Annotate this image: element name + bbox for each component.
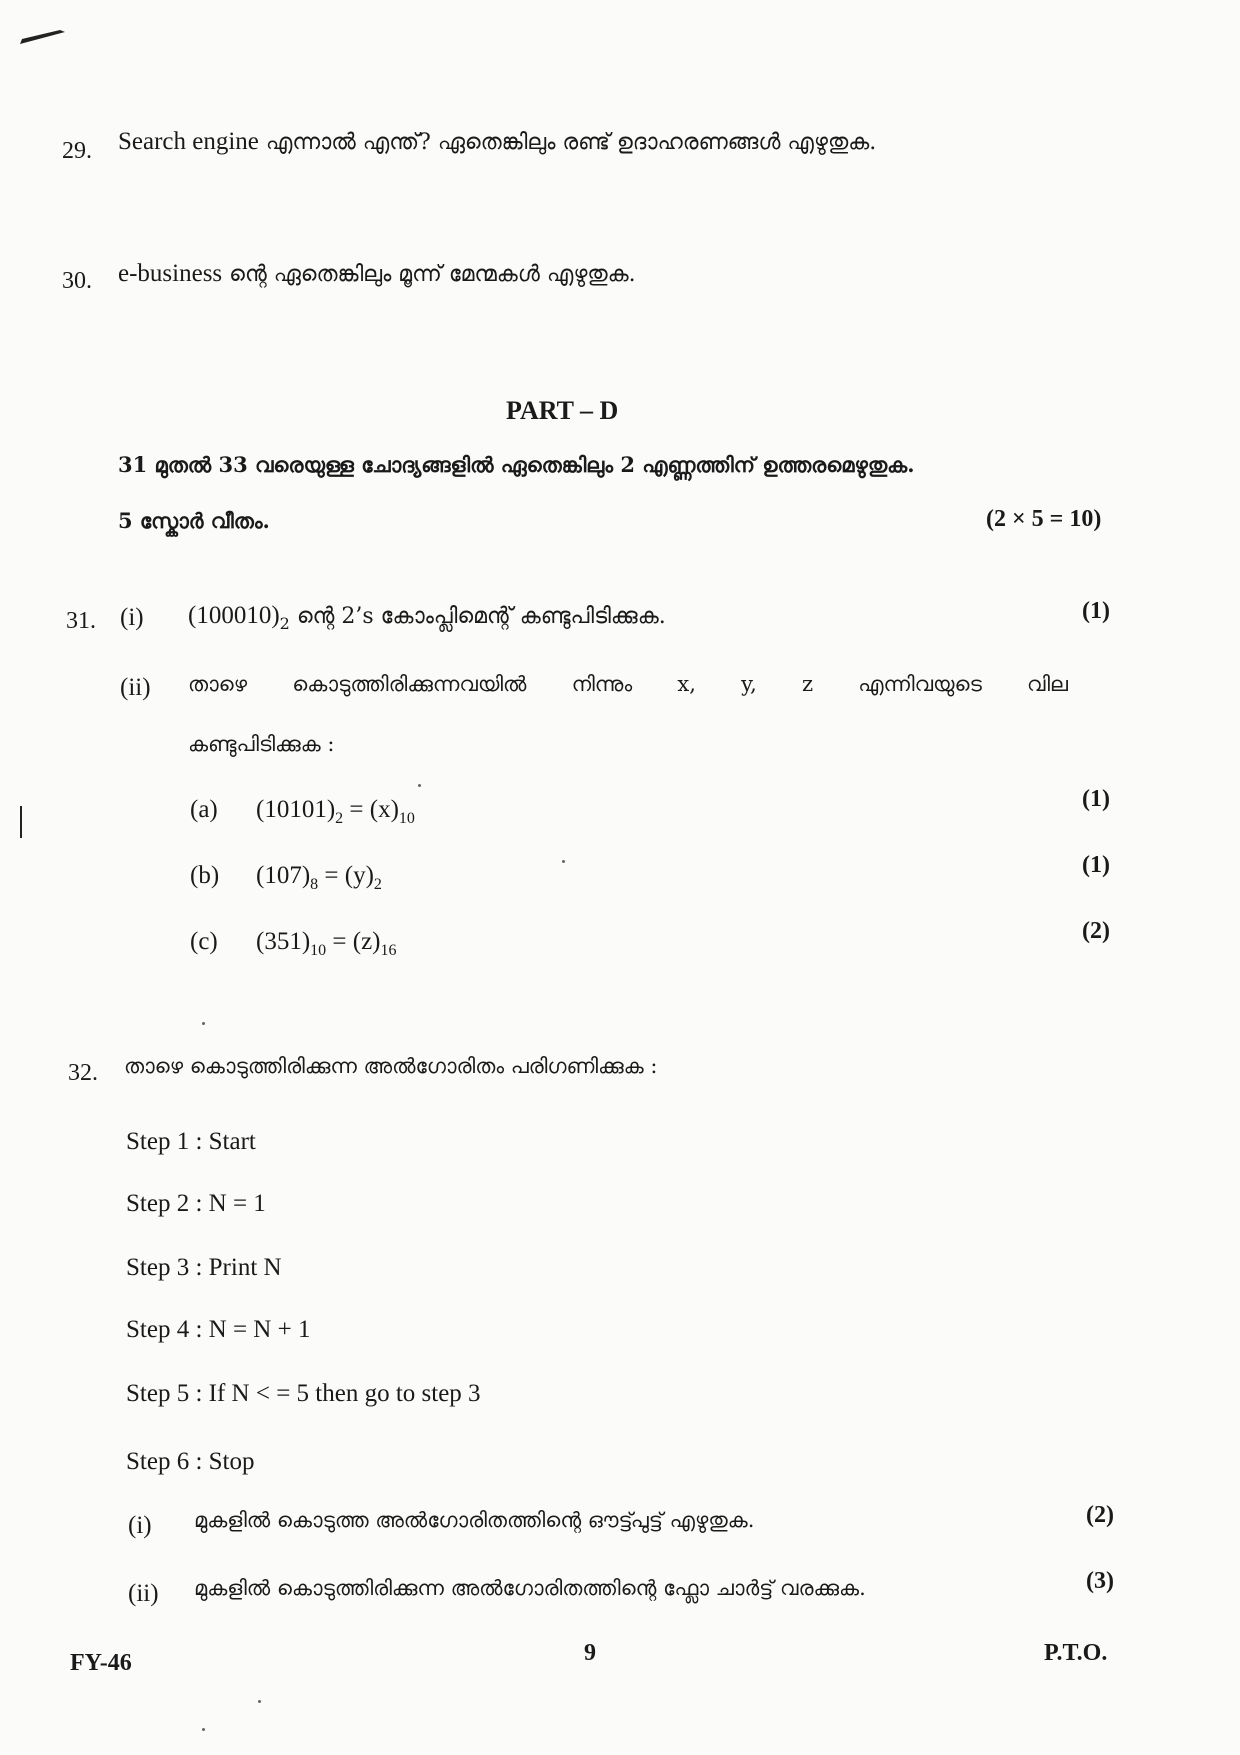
scan-speck — [202, 1022, 205, 1025]
question-31-b-expr — [256, 862, 382, 893]
algorithm-step: Step 6 : Stop — [126, 1448, 255, 1475]
question-32-ii-mark: (3) — [1086, 1568, 1114, 1594]
question-31-i-text — [188, 602, 666, 633]
question-30-lead: e-business — [118, 260, 223, 287]
question-30-text — [118, 260, 636, 288]
algorithm-step: Step 5 : If N < = 5 then go to step 3 — [126, 1380, 481, 1407]
equals-unknown: = (y) — [318, 862, 374, 889]
please-turn-over: P.T.O. — [1044, 1640, 1108, 1666]
question-32-i-mark: (2) — [1086, 1502, 1114, 1528]
base-subscript: 10 — [398, 810, 415, 827]
question-31-c-label: (c) — [190, 928, 218, 955]
base-subscript: 2 — [373, 876, 382, 893]
base-subscript: 2 — [335, 810, 344, 827]
question-31-number: 31. — [66, 608, 96, 634]
algorithm-step: Step 3 : Print N — [126, 1254, 282, 1281]
part-d-instruction: 31 മുതൽ 33 വരെയുള്ള ചോദ്യങ്ങളിൽ ഏതെങ്കിലും 2 എണ്ണത്തിന് ഉത്തരമെഴുതുക. — [118, 452, 915, 477]
question-31-a-expr — [256, 796, 415, 827]
question-30-body: ന്റെ ഏതെങ്കിലും മൂന്ന് മേന്മകൾ എഴുതുക. — [222, 262, 636, 287]
question-31-c-expr — [256, 928, 397, 959]
question-32-ii-label: (ii) — [128, 1580, 159, 1607]
question-31-b-label: (b) — [190, 862, 220, 889]
question-32-i-label: (i) — [128, 1512, 152, 1539]
number: (107) — [256, 862, 311, 889]
scan-mark-icon — [20, 30, 65, 44]
base-subscript: 2 — [279, 614, 290, 633]
question-31-i-mark: (1) — [1082, 598, 1110, 624]
scan-speck — [258, 1700, 261, 1703]
paper-code: FY-46 — [70, 1650, 132, 1676]
scan-line — [20, 806, 22, 838]
page-number: 9 — [584, 1640, 596, 1666]
question-31-a-mark: (1) — [1082, 786, 1110, 812]
scan-speck — [562, 860, 565, 863]
base-subscript: 16 — [380, 942, 397, 959]
number: (10101) — [256, 796, 336, 823]
equals-unknown: = (x) — [343, 796, 399, 823]
question-32-ii-text: മുകളിൽ കൊടുത്തിരിക്കുന്ന അൽഗോരിതത്തിന്റെ ഫ്ലോ ചാർട്ട് വരക്കുക. — [194, 1576, 866, 1600]
question-31-ii-text-cont: കണ്ടുപിടിക്കുക : — [188, 732, 335, 756]
question-31-ii-text: താഴെ കൊടുത്തിരിക്കുന്നവയിൽ നിന്നും x, y, z എന്നിവയുടെ വില — [188, 672, 1068, 696]
number: (351) — [256, 928, 311, 955]
part-d-title: PART – D — [506, 396, 619, 425]
question-29-body: എന്നാൽ എന്ത്? ഏതെങ്കിലും രണ്ട് ഉദാഹരണങ്ങൾ എഴുതുക. — [258, 130, 877, 155]
base-subscript: 10 — [310, 942, 327, 959]
question-31-i-body: ന്റെ 2’s കോംപ്ലിമെന്റ് കണ്ടുപിടിക്കുക. — [289, 604, 666, 629]
question-31-ii-label: (ii) — [120, 674, 151, 701]
question-32-number: 32. — [68, 1060, 98, 1086]
algorithm-step: Step 4 : N = N + 1 — [126, 1316, 311, 1343]
question-32-i-text: മുകളിൽ കൊടുത്ത അൽഗോരിതത്തിന്റെ ഔട്ട്പുട്ട് എഴുതുക. — [194, 1508, 755, 1532]
base-subscript: 8 — [310, 876, 319, 893]
question-30-number: 30. — [62, 268, 92, 294]
algorithm-step: Step 2 : N = 1 — [126, 1190, 266, 1217]
scan-speck — [418, 784, 421, 787]
part-d-score-note: 5 സ്കോർ വീതം. — [118, 508, 270, 533]
algorithm-step: Step 1 : Start — [126, 1128, 256, 1155]
scan-speck — [202, 1728, 205, 1731]
equals-unknown: = (z) — [326, 928, 381, 955]
question-29-number: 29. — [62, 138, 92, 164]
question-32-text: താഴെ കൊടുത്തിരിക്കുന്ന അൽഗോരിതം പരിഗണിക്കുക : — [124, 1054, 658, 1078]
question-29-text — [118, 128, 876, 156]
binary-number: (100010) — [188, 602, 280, 629]
question-31-i-label: (i) — [120, 604, 144, 631]
question-29-lead: Search engine — [118, 128, 259, 155]
part-d-total-score: (2 × 5 = 10) — [986, 506, 1102, 532]
question-31-a-label: (a) — [190, 796, 218, 823]
question-31-b-mark: (1) — [1082, 852, 1110, 878]
question-31-c-mark: (2) — [1082, 918, 1110, 944]
